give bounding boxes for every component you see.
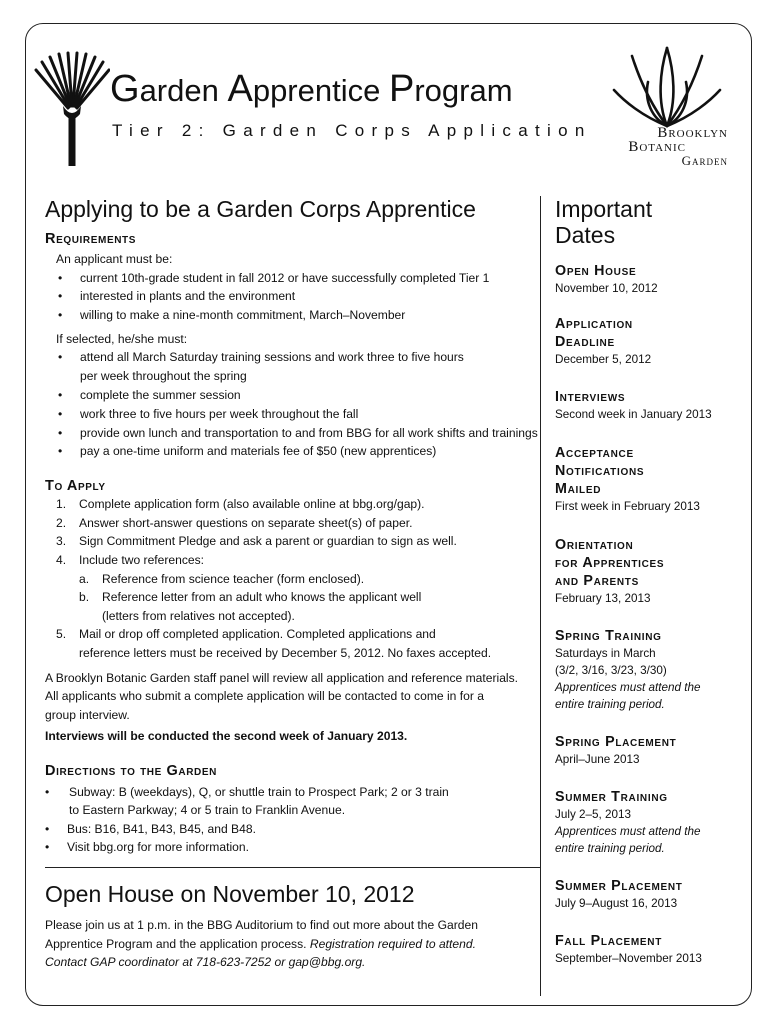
program-subtitle: Tier 2: Garden Corps Application [112, 121, 592, 140]
important-dates-sidebar [555, 192, 740, 967]
list-item: • complete the summer session [45, 386, 527, 405]
list-item: a. Reference from science teacher (form enclosed). [79, 571, 365, 586]
list-item: • Visit bbg.org for more information. [45, 840, 249, 855]
list-item: 1. Complete application form (also available online at bbg.org/gap). [56, 497, 425, 512]
applying-heading: Applying to be a Garden Corps Apprentice [45, 196, 476, 222]
must-be-list [45, 269, 527, 325]
open-house-paragraph: Please join us at 1 p.m. in the BBG Auditorium to find out more about the Garden Apprentice Program and the application process. Registration required to attend. Contact GAP coordinator at 718-623-7252 or gap@bbg.org. [45, 918, 478, 970]
requirements-heading: Requirements [45, 231, 137, 247]
must-list [45, 348, 538, 461]
rake-icon [30, 50, 110, 168]
review-paragraph: A Brooklyn Botanic Garden staff panel will review all application and reference materials. All applicants who submit a complete application will be contacted to come in for a group interview. [45, 670, 519, 722]
list-item: 2. Answer short-answer questions on separate sheet(s) of paper. [56, 515, 413, 530]
title-part-3: Program [388, 68, 513, 110]
requirements-intro: An applicant must be: [56, 252, 173, 266]
list-item: 5. Mail or drop off completed application. Completed applications and [56, 627, 436, 642]
list-item: 3. Sign Commitment Pledge and ask a parent or guardian to sign as well. [56, 534, 457, 549]
if-selected-intro: If selected, he/she must: [56, 331, 188, 346]
date-open-house: Open House November 10, 2012 [555, 263, 658, 295]
interviews-note: Interviews will be conducted the second week of January 2013. [45, 729, 408, 744]
list-item-continued: to Eastern Parkway; 4 or 5 train to Franklin Avenue. [69, 803, 346, 818]
date-spring-training: Spring Training Saturdays in March (3/2, 3/16, 3/23, 3/30) Apprentices must attend the entire training period. [555, 628, 701, 711]
title-part-1: Garden [110, 68, 228, 110]
list-item: • work three to five hours per week throughout the fall [45, 405, 527, 424]
bbg-leaf-logo-icon [612, 46, 722, 128]
list-item: • Bus: B16, B41, B43, B45, and B48. [45, 821, 256, 836]
date-summer-placement: Summer Placement July 9–August 16, 2013 [555, 878, 683, 910]
section-rule [45, 867, 540, 869]
list-item: 4. Include two references: [56, 552, 205, 567]
column-divider [540, 196, 541, 996]
list-item: • attend all March Saturday training sessions and work three to five hours [45, 348, 527, 367]
list-item: • Subway: B (weekdays), Q, or shuttle train to Prospect Park; 2 or 3 train [45, 784, 449, 799]
reference-substeps [45, 570, 527, 626]
bbg-wordmark: Brooklyn Botanic Garden [628, 125, 728, 168]
list-item: • pay a one-time uniform and materials fee of $50 (new apprentices) [45, 442, 527, 461]
title-part-2: Apprentice [227, 68, 389, 110]
list-item: • current 10th-grade student in fall 2012 or have successfully completed Tier 1 [45, 269, 527, 288]
date-fall-placement: Fall Placement September–November 2013 [555, 933, 702, 965]
list-item-continued: per week throughout the spring [80, 369, 247, 384]
date-summer-training: Summer Training July 2–5, 2013 Apprentices must attend the entire training period. [555, 789, 701, 855]
date-interviews: Interviews Second week in January 2013 [555, 389, 712, 421]
directions-heading: Directions to the Garden [45, 762, 217, 779]
to-apply-heading: To Apply [45, 478, 106, 495]
date-orientation: Orientation for Apprentices and Parents February 13, 2013 [555, 537, 665, 605]
apply-step-5 [45, 625, 527, 662]
list-item: • interested in plants and the environment [45, 287, 527, 306]
open-house-heading: Open House on November 10, 2012 [45, 881, 415, 908]
date-spring-placement: Spring Placement April–June 2013 [555, 734, 677, 766]
main-column [45, 192, 538, 972]
list-item: • willing to make a nine-month commitment, March–November [45, 306, 527, 325]
apply-steps [45, 495, 527, 569]
list-item: b. Reference letter from an adult who knows the applicant well [79, 590, 422, 605]
program-title [110, 70, 513, 110]
date-application-deadline: Application Deadline December 5, 2012 [555, 316, 652, 366]
directions-list [45, 783, 527, 857]
list-item: (letters from relatives not accepted). [102, 608, 295, 623]
list-item: • provide own lunch and transportation to and from BBG for all work shifts and trainings [45, 424, 527, 443]
important-dates-heading: Important Dates [555, 196, 653, 248]
date-acceptance: Acceptance Notifications Mailed First week in February 2013 [555, 445, 700, 513]
list-item: reference letters must be received by December 5, 2012. No faxes accepted. [79, 645, 492, 660]
